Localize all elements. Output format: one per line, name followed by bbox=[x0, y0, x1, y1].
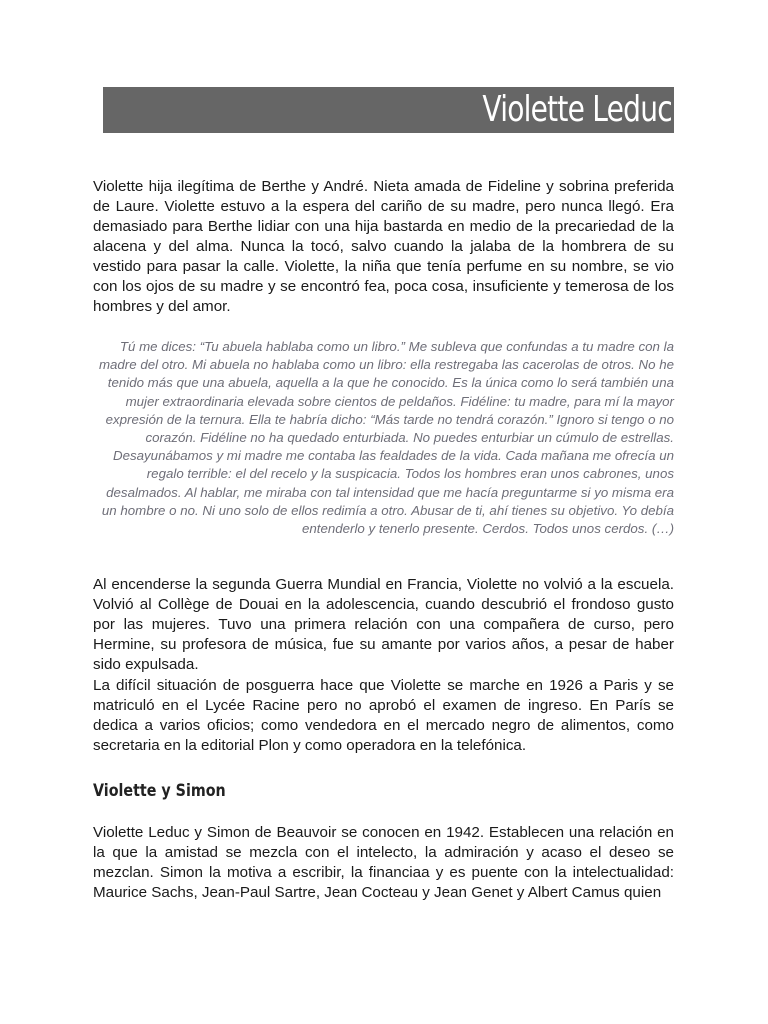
quote-paragraph-2: Desayunábamos y mi madre me contaba las fealdades de la vida. Cada mañana me ofrecía un regalo terrible: el del recelo y la suspicacia. Todos los hombres eran unos cabrones, unos desalmados. Al hablar, me miraba con tal intensidad que me hacía preguntarme si yo misma era un hombre o no. Ni uno solo de ellos redimía a otro. Abusar de ti, ahí tienes su objetivo. Yo debía entenderlo y tenerlo presente. Cerdos. Todos unos cerdos. (…) bbox=[101, 448, 674, 537]
quote-paragraph-1: Tú me dices: “Tu abuela hablaba como un libro.” Me subleva que confundas a tu madre con la madre del otro. Mi abuela no hablaba como un libro: ella restregaba las cacerolas de otros. No he tenido más que una abuela, aquella a la que he conocido. Es la única como lo será también una mujer extraordinaria elevada sobre cientos de peldaños. Fidéline: tu madre, para mí la mayor expresión de la ternura. Ella te habría dicho: “Más tarde no tendrá corazón.” Ignoro si tengo o no corazón. Fidéline no ha quedado enturbiada. No puedes enturbiar un cúmulo de estrellas. bbox=[98, 339, 674, 446]
paragraph-simon: Violette Leduc y Simon de Beauvoir se conocen en 1942. Establecen una relación en la que la amistad se mezcla con el intelecto, la admiración y acaso el deseo se mezclan. Simon la motiva a escribir, la financiaa y es puente con la intelectualidad: Maurice Sachs, Jean-Paul Sartre, Jean Cocteau y Jean Genet y Albert Camus quien bbox=[93, 824, 674, 901]
section-heading: Violette y Simon bbox=[93, 781, 226, 801]
paragraph-postwar: La difícil situación de posguerra hace que Violette se marche en 1926 a Paris y se matriculó en el Lycée Racine pero no aprobó el examen de ingreso. En París se dedica a varios oficios; como vendedora en el mercado negro de alimentos, como secretaria en la editorial Plon y como operadora en la telefónica. bbox=[93, 677, 674, 754]
paragraph-war: Al encenderse la segunda Guerra Mundial en Francia, Violette no volvió a la escuela. Volvió al Collège de Douai en la adolescencia, cuando descubrió el frondoso gusto por las mujeres. Tuvo una primera relación con una compañera de curso, pero Hermine, su profesora de música, fue su amante por varios años, a pesar de haber sido expulsada. bbox=[93, 576, 674, 673]
page-title: Violette Leduc bbox=[482, 89, 672, 130]
paragraph-intro: Violette hija ilegítima de Berthe y André. Nieta amada de Fideline y sobrina preferida de Laure. Violette estuvo a la espera del cariño de su madre, pero nunca llegó. Era demasiado para Berthe lidiar con una hija bastarda en medio de la precariedad de la alacena y del alma. Nunca la tocó, salvo cuando la jalaba de la hombrera de su vestido para pasar la calle. Violette, la niña que tenía perfume en su nombre, se vio con los ojos de su madre y se encontró fea, poca cosa, insuficiente y temerosa de los hombres y del amor. bbox=[93, 178, 674, 315]
title-banner bbox=[103, 87, 674, 133]
block-quote bbox=[93, 338, 674, 538]
